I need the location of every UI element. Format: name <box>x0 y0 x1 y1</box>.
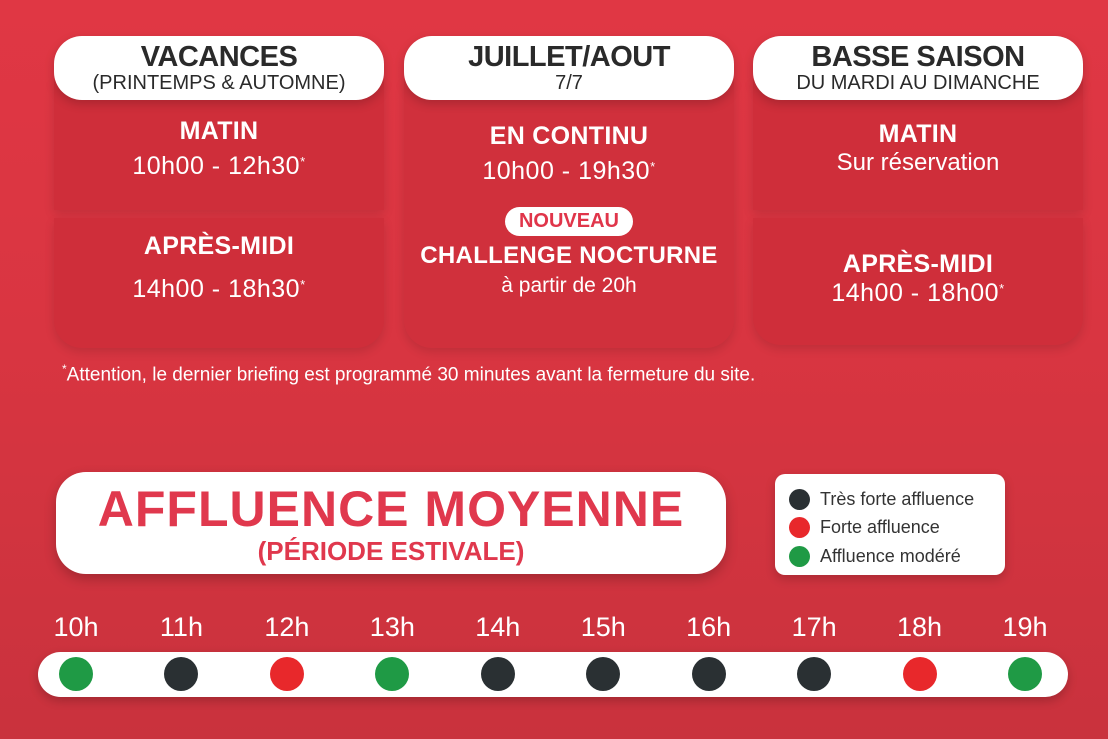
column-header <box>753 36 1083 100</box>
legend-item <box>789 542 1005 571</box>
affluence-dot-14h <box>481 657 515 691</box>
legend-label: Affluence modéré <box>820 545 961 566</box>
affluence-subtitle: (PÉRIODE ESTIVALE) <box>257 536 525 566</box>
panel-label: MATIN <box>878 120 958 148</box>
affluence-dot-19h <box>1008 657 1042 691</box>
legend-label: Forte affluence <box>820 517 940 538</box>
hour-label-17h: 17h <box>791 612 837 642</box>
affluence-timeline-bar <box>38 652 1068 697</box>
affluence-dot-11h <box>164 657 198 691</box>
legend-item <box>789 485 1005 514</box>
schedule-column-vacances <box>54 36 384 303</box>
panel-label: EN CONTINU <box>489 122 649 150</box>
column-header <box>54 36 384 100</box>
affluence-dot-13h <box>375 657 409 691</box>
panel-note: Sur réservation <box>836 149 1000 176</box>
column-subtitle: 7/7 <box>555 72 583 94</box>
afternoon-panel <box>54 218 384 348</box>
hour-label-14h: 14h <box>475 612 521 642</box>
panel-time: 14h00 - 18h00* <box>831 279 1005 307</box>
schedule-column-basse-saison <box>753 36 1083 307</box>
legend-item <box>789 514 1005 543</box>
hour-label-11h: 11h <box>159 612 203 642</box>
panel-time: 10h00 - 12h30* <box>132 152 306 180</box>
hour-label-13h: 13h <box>369 612 415 642</box>
afternoon-panel <box>753 218 1083 345</box>
column-title: BASSE SAISON <box>811 41 1025 73</box>
legend-dot-very-high <box>789 489 810 510</box>
night-challenge-time: à partir de 20h <box>501 274 637 297</box>
night-challenge-label: CHALLENGE NOCTURNE <box>420 242 718 269</box>
affluence-dot-18h <box>903 657 937 691</box>
legend-dot-high <box>789 517 810 538</box>
affluence-dot-16h <box>692 657 726 691</box>
legend-dot-moderate <box>789 546 810 567</box>
new-badge: NOUVEAU <box>505 207 633 236</box>
column-subtitle: (PRINTEMPS & AUTOMNE) <box>92 72 346 94</box>
briefing-footnote: *Attention, le dernier briefing est programmé 30 minutes avant la fermeture du site. <box>62 362 756 386</box>
panel-label: MATIN <box>179 117 259 145</box>
column-subtitle: DU MARDI AU DIMANCHE <box>796 72 1040 94</box>
column-title: VACANCES <box>140 41 298 73</box>
hour-label-16h: 16h <box>686 612 732 642</box>
schedule-column-juillet-aout <box>404 36 734 297</box>
affluence-dot-17h <box>797 657 831 691</box>
hour-label-10h: 10h <box>53 612 99 642</box>
column-title: JUILLET/AOUT <box>468 41 670 73</box>
panel-label: APRÈS-MIDI <box>842 250 994 278</box>
affluence-dot-10h <box>59 657 93 691</box>
column-header <box>404 36 734 100</box>
continuous-panel <box>404 80 734 348</box>
legend-label: Très forte affluence <box>820 488 975 509</box>
affluence-title-box <box>56 472 726 574</box>
hour-label-12h: 12h <box>264 612 310 642</box>
panel-label: APRÈS-MIDI <box>143 232 295 260</box>
hour-label-18h: 18h <box>897 612 943 642</box>
hour-label-19h: 19h <box>1002 612 1048 642</box>
hour-label-15h: 15h <box>580 612 626 642</box>
panel-time: 10h00 - 19h30* <box>482 157 656 185</box>
affluence-dot-15h <box>586 657 620 691</box>
panel-time: 14h00 - 18h30* <box>132 275 306 303</box>
affluence-legend <box>775 474 1005 575</box>
affluence-dot-12h <box>270 657 304 691</box>
affluence-title: AFFLUENCE MOYENNE <box>97 481 685 537</box>
timeline-hours <box>0 612 1108 652</box>
